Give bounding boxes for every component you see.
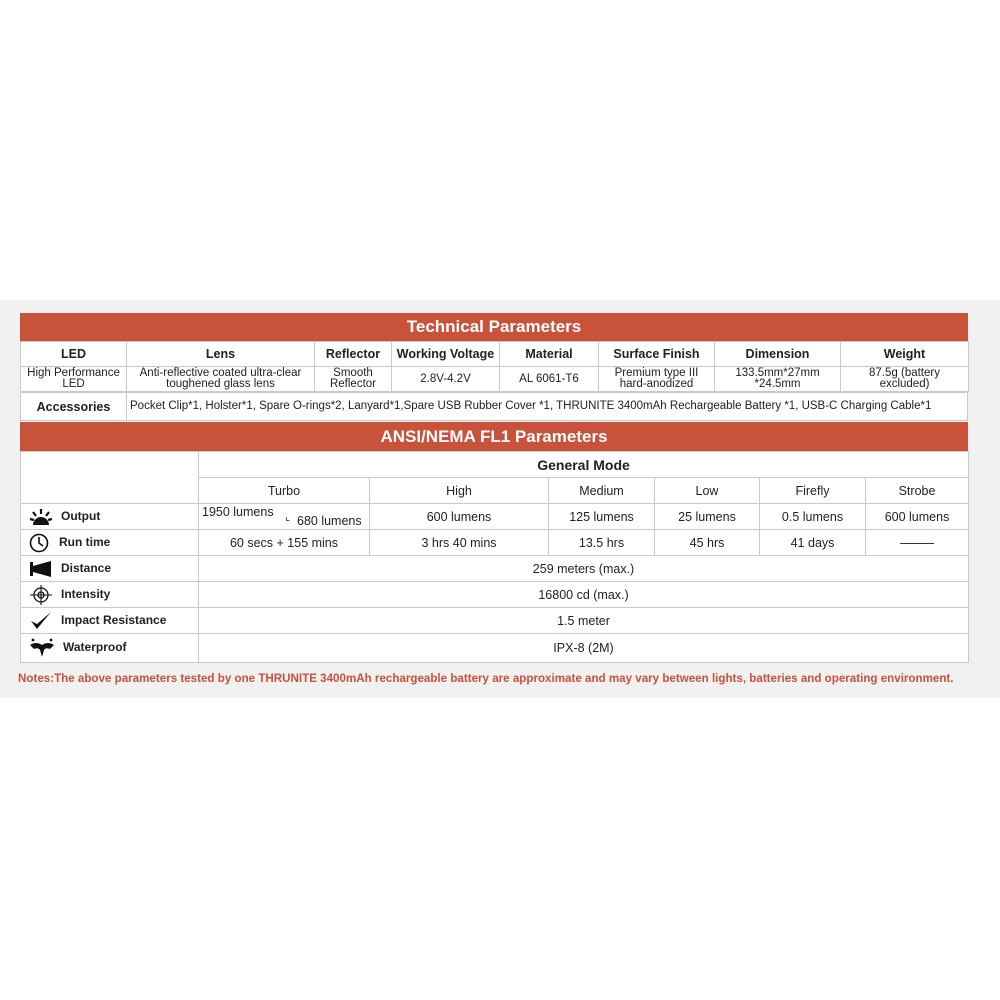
- check-icon: [29, 611, 53, 631]
- waterproof-value: IPX-8 (2M): [199, 634, 969, 663]
- runtime-strobe-dash: [900, 543, 934, 544]
- mode-high: High: [370, 478, 549, 504]
- output-turbo-start: 1950 lumens: [202, 505, 274, 519]
- value-material: AL 6061-T6: [500, 367, 599, 392]
- value-lens: Anti-reflective coated ultra-clear toughened glass lens: [127, 367, 315, 392]
- ansi-parameters-title: ANSI/NEMA FL1 Parameters: [20, 422, 968, 451]
- intensity-value: 16800 cd (max.): [199, 582, 969, 608]
- sun-icon: [29, 508, 53, 526]
- water-splash-icon: [29, 638, 55, 658]
- output-row: [21, 504, 969, 530]
- header-material: Material: [500, 342, 599, 367]
- runtime-medium: 13.5 hrs: [549, 530, 655, 556]
- impact-row: [21, 608, 969, 634]
- mode-group-row: [21, 452, 969, 478]
- intensity-label: Intensity: [61, 586, 111, 601]
- beam-icon: [29, 560, 53, 578]
- accessories-table: [20, 392, 968, 421]
- tech-value-row: [21, 367, 969, 392]
- value-reflector: Smooth Reflector: [315, 367, 392, 392]
- notes-text: Notes:The above parameters tested by one THRUNITE 3400mAh rechargeable battery are approximate and may vary between lights, batteries and operating environment.: [18, 672, 954, 685]
- runtime-low: 45 hrs: [655, 530, 760, 556]
- header-weight: Weight: [841, 342, 969, 367]
- output-label: Output: [61, 508, 101, 523]
- value-surface-finish: Premium type III hard-anodized: [599, 367, 715, 392]
- header-led: LED: [21, 342, 127, 367]
- mode-medium: Medium: [549, 478, 655, 504]
- waterproof-label-cell: [21, 634, 199, 663]
- technical-parameters-title: Technical Parameters: [20, 313, 968, 341]
- header-reflector: Reflector: [315, 342, 392, 367]
- output-label-cell: [21, 504, 199, 530]
- technical-parameters-table: [20, 341, 969, 392]
- runtime-firefly: 41 days: [760, 530, 866, 556]
- runtime-label: Run time: [59, 534, 111, 549]
- runtime-high: 3 hrs 40 mins: [370, 530, 549, 556]
- waterproof-row: [21, 634, 969, 663]
- tech-header-row: [21, 342, 969, 367]
- output-low: 25 lumens: [655, 504, 760, 530]
- runtime-strobe: [866, 530, 969, 556]
- mode-low: Low: [655, 478, 760, 504]
- general-mode-header: General Mode: [199, 452, 969, 478]
- header-dimension: Dimension: [715, 342, 841, 367]
- mode-strobe: Strobe: [866, 478, 969, 504]
- value-weight: 87.5g (battery excluded): [841, 367, 969, 392]
- output-turbo-end: 680 lumens: [297, 514, 362, 528]
- impact-label-cell: [21, 608, 199, 634]
- intensity-label-cell: [21, 582, 199, 608]
- ansi-parameters-table: [20, 451, 969, 663]
- value-dimension: 133.5mm*27mm *24.5mm: [715, 367, 841, 392]
- stepdown-icon: ⌞: [285, 511, 291, 523]
- intensity-row: [21, 582, 969, 608]
- accessories-list: Pocket Clip*1, Holster*1, Spare O-rings*2, Lanyard*1,Spare USB Rubber Cover *1, THRUNITE 3400mAh Rechargeable Battery *1, USB-C Charging Cable*1: [127, 393, 968, 421]
- output-turbo: [199, 504, 370, 530]
- runtime-row: [21, 530, 969, 556]
- output-firefly: 0.5 lumens: [760, 504, 866, 530]
- runtime-turbo: 60 secs + 155 mins: [199, 530, 370, 556]
- impact-value: 1.5 meter: [199, 608, 969, 634]
- runtime-label-cell: [21, 530, 199, 556]
- mode-turbo: Turbo: [199, 478, 370, 504]
- header-surface-finish: Surface Finish: [599, 342, 715, 367]
- header-lens: Lens: [127, 342, 315, 367]
- distance-row: [21, 556, 969, 582]
- distance-value: 259 meters (max.): [199, 556, 969, 582]
- accessories-label: Accessories: [21, 393, 127, 421]
- distance-label-cell: [21, 556, 199, 582]
- target-icon: [29, 585, 53, 605]
- clock-icon: [29, 533, 51, 553]
- spec-sheet: [20, 313, 968, 663]
- distance-label: Distance: [61, 560, 112, 575]
- blank-corner-cell: [21, 452, 199, 504]
- output-medium: 125 lumens: [549, 504, 655, 530]
- value-working-voltage: 2.8V-4.2V: [392, 367, 500, 392]
- header-working-voltage: Working Voltage: [392, 342, 500, 367]
- waterproof-label: Waterproof: [63, 640, 127, 655]
- value-led: High Performance LED: [21, 367, 127, 392]
- impact-label: Impact Resistance: [61, 612, 167, 627]
- output-strobe: 600 lumens: [866, 504, 969, 530]
- mode-firefly: Firefly: [760, 478, 866, 504]
- output-high: 600 lumens: [370, 504, 549, 530]
